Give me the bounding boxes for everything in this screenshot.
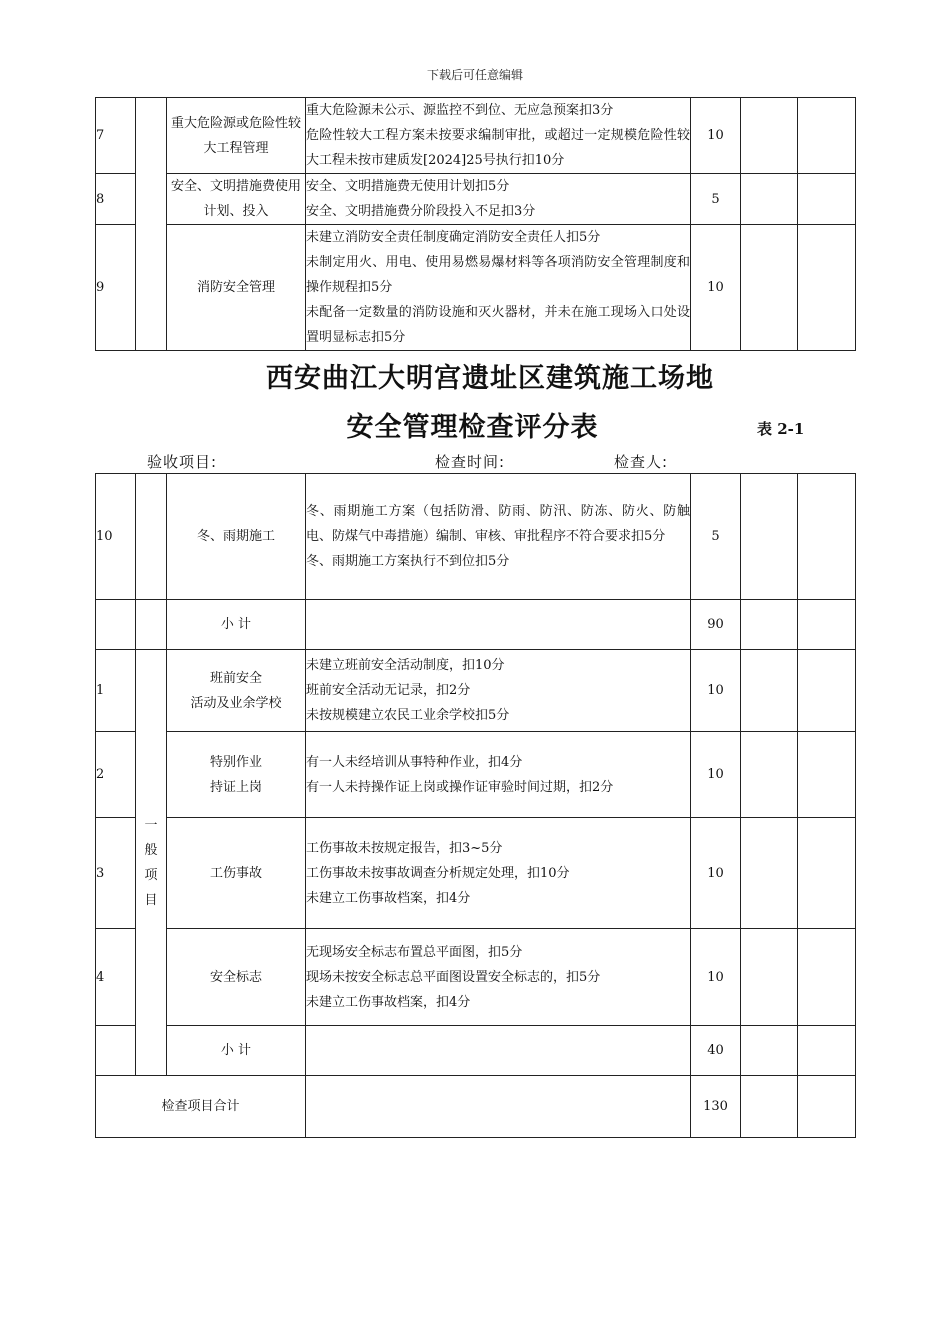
row-number: 4 [96, 929, 136, 1026]
criteria-line: 未建立工伤事故档案，扣4分 [306, 890, 471, 906]
row-number: 9 [96, 225, 136, 351]
item-name: 冬、雨期施工 [167, 474, 306, 600]
deduction-cell [741, 929, 798, 1026]
item-name-line: 持证上岗 [209, 779, 262, 795]
item-name-line: 特别作业 [209, 754, 262, 770]
criteria-line: 安全、文明措施费无使用计划扣5分 [306, 179, 510, 194]
criteria-line: 工伤事故未按事故调查分析规定处理，扣10分 [306, 865, 570, 881]
deduction-cell [741, 225, 798, 351]
criteria-line: 安全、文明措施费分阶段投入不足扣3分 [306, 204, 536, 219]
table-row [96, 98, 856, 174]
score-cell: 10 [691, 929, 741, 1026]
criteria-cell [306, 732, 691, 818]
criteria-line: 无现场安全标志布置总平面图，扣5分 [306, 944, 523, 960]
criteria-cell [306, 1076, 691, 1138]
general-category-cell [136, 650, 167, 1076]
category-cell [136, 600, 167, 650]
time-label: 检查时间: [435, 453, 506, 471]
row-number: 2 [96, 732, 136, 818]
criteria-cell [306, 650, 691, 732]
item-name-line: 安全标志 [209, 969, 262, 985]
subtotal-label: 小 计 [167, 1026, 306, 1076]
deduction-cell [741, 1076, 798, 1138]
item-name-line: 工伤事故 [209, 865, 262, 881]
criteria-line: 未建立工伤事故档案，扣4分 [306, 994, 471, 1010]
actual-score-cell [798, 818, 856, 929]
deduction-cell [741, 600, 798, 650]
criteria-cell [306, 98, 691, 174]
score-cell: 10 [691, 818, 741, 929]
item-name [167, 732, 306, 818]
criteria-line: 冬、雨期施工方案执行不到位扣5分 [306, 554, 510, 569]
criteria-line: 未建立班前安全活动制度，扣10分 [306, 658, 505, 673]
subtotal-row [96, 1026, 856, 1076]
criteria-line: 班前安全活动无记录，扣2分 [306, 683, 471, 698]
score-cell: 5 [691, 174, 741, 225]
table-row [96, 174, 856, 225]
main-score-table [95, 473, 856, 1138]
item-name-line: 班前安全 [209, 670, 262, 686]
subtotal-row [96, 600, 856, 650]
score-cell: 10 [691, 225, 741, 351]
criteria-line: 工伤事故未按规定报告，扣3~5分 [306, 840, 503, 856]
actual-score-cell [798, 1026, 856, 1076]
category-cell [136, 98, 167, 351]
actual-score-cell [798, 1076, 856, 1138]
item-name: 安全、文明措施费使用计划、投入 [167, 174, 306, 225]
table-row [96, 650, 856, 732]
actual-score-cell [798, 474, 856, 600]
criteria-line: 危险性较大工程方案未按要求编制审批，或超过一定规模危险性较大工程未按市建质发[2024]25号执行扣10分 [306, 128, 690, 168]
item-name: 消防安全管理 [167, 225, 306, 351]
table-row [96, 929, 856, 1026]
project-label: 验收项目: [147, 453, 218, 471]
subtotal-score: 40 [691, 1026, 741, 1076]
subtotal-label: 小 计 [167, 600, 306, 650]
criteria-cell [306, 225, 691, 351]
item-name [167, 929, 306, 1026]
actual-score-cell [798, 929, 856, 1026]
row-number: 8 [96, 174, 136, 225]
table-row [96, 474, 856, 600]
row-number: 3 [96, 818, 136, 929]
row-number: 1 [96, 650, 136, 732]
criteria-cell [306, 818, 691, 929]
table-row [96, 818, 856, 929]
criteria-cell [306, 474, 691, 600]
actual-score-cell [798, 98, 856, 174]
row-number: 10 [96, 474, 136, 600]
criteria-line: 未建立消防安全责任制度确定消防安全责任人扣5分 [306, 230, 601, 245]
header-note: 下载后可任意编辑 [426, 68, 523, 82]
total-row [96, 1076, 856, 1138]
row-number [96, 600, 136, 650]
deduction-cell [741, 1026, 798, 1076]
score-cell: 10 [691, 732, 741, 818]
score-cell: 5 [691, 474, 741, 600]
page-subtitle: 安全管理检查评分表 [346, 412, 599, 443]
criteria-cell [306, 600, 691, 650]
criteria-line: 未按规模建立农民工业余学校扣5分 [306, 708, 510, 723]
deduction-cell [741, 174, 798, 225]
criteria-cell [306, 174, 691, 225]
criteria-line: 未配备一定数量的消防设施和灭火器材，并未在施工现场入口处设置明显标志扣5分 [306, 305, 690, 345]
subtotal-score: 90 [691, 600, 741, 650]
row-number [96, 1026, 136, 1076]
general-category-label: 一般项目 [144, 817, 158, 908]
item-name [167, 818, 306, 929]
criteria-line: 冬、雨期施工方案（包括防滑、防雨、防汛、防冻、防火、防触电、防煤气中毒措施）编制、审核、审批程序不符合要求扣5分 [306, 504, 690, 544]
criteria-line: 有一人未经培训从事特种作业，扣4分 [306, 754, 523, 770]
deduction-cell [741, 474, 798, 600]
page-title: 西安曲江大明宫遗址区建筑施工场地 [266, 363, 714, 394]
criteria-cell [306, 929, 691, 1026]
criteria-cell [306, 1026, 691, 1076]
criteria-line: 未制定用火、用电、使用易燃易爆材料等各项消防安全管理制度和操作规程扣5分 [306, 255, 690, 295]
deduction-cell [741, 818, 798, 929]
deduction-cell [741, 98, 798, 174]
score-cell: 10 [691, 650, 741, 732]
criteria-line: 有一人未持操作证上岗或操作证审验时间过期，扣2分 [306, 779, 614, 795]
criteria-line: 重大危险源未公示、源监控不到位、无应急预案扣3分 [306, 103, 614, 118]
item-name-line: 活动及业余学校 [190, 695, 282, 711]
table-row [96, 732, 856, 818]
actual-score-cell [798, 732, 856, 818]
total-label: 检查项目合计 [96, 1076, 306, 1138]
inspector-label: 检查人: [614, 453, 669, 471]
actual-score-cell [798, 225, 856, 351]
table-number: 表 2-1 [757, 420, 805, 438]
item-name [167, 650, 306, 732]
actual-score-cell [798, 650, 856, 732]
top-score-table [95, 97, 856, 351]
deduction-cell [741, 732, 798, 818]
actual-score-cell [798, 174, 856, 225]
item-name: 重大危险源或危险性较大工程管理 [167, 98, 306, 174]
criteria-line: 现场未按安全标志总平面图设置安全标志的，扣5分 [306, 969, 601, 985]
deduction-cell [741, 650, 798, 732]
row-number: 7 [96, 98, 136, 174]
score-cell: 10 [691, 98, 741, 174]
actual-score-cell [798, 600, 856, 650]
category-cell [136, 474, 167, 600]
table-row [96, 225, 856, 351]
total-score: 130 [691, 1076, 741, 1138]
